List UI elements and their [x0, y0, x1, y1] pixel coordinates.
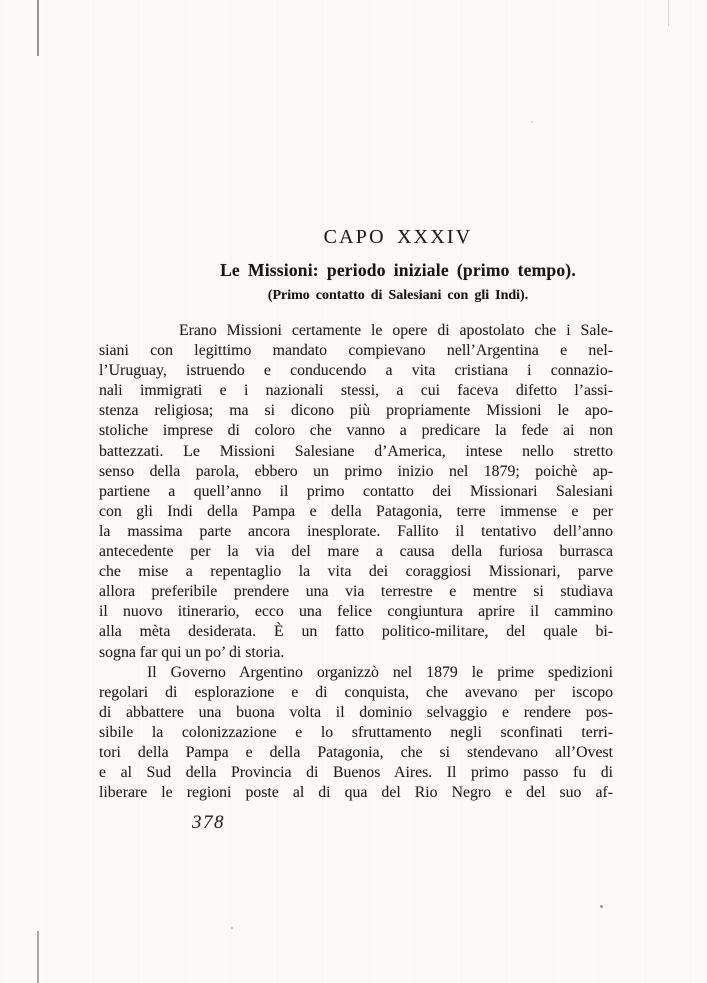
chapter-label: CAPO XXXIV: [323, 226, 473, 248]
body-line: che mise a repentaglio la vita dei coraggiosi Missionari, parve: [99, 563, 613, 581]
body-line: il nuovo itinerario, ecco una felice congiuntura aprire il cammino: [99, 603, 613, 621]
body-line: di abbattere una buona volta il dominio selvaggio e rendere pos-: [99, 703, 613, 721]
body-line: partiene a quell’anno il primo contatto dei Missionari Salesiani: [99, 482, 613, 500]
body-line: regolari di esplorazione e di conquista, che avevano per iscopo: [99, 683, 613, 701]
body-line: Erano Missioni certamente le opere di apostolato che i Sale-: [179, 322, 613, 339]
body-line: stenza religiosa; ma si dicono più propriamente Missioni le apo-: [99, 402, 613, 420]
scan-speck: [231, 927, 233, 929]
body-line: battezzati. Le Missioni Salesiane d’America, intese nello stretto: [99, 442, 613, 460]
body-line: siani con legittimo mandato compievano nell’Argentina e nel-: [99, 342, 613, 360]
body-line: con gli Indi della Pampa e della Patagonia, terre immense e per: [99, 502, 613, 520]
body-line: la massima parte ancora inesplorate. Fallito il tentativo dell’anno: [99, 522, 613, 540]
body-line: e al Sud della Provincia di Buenos Aires. Il primo passo fu di: [99, 764, 613, 782]
section-title: Le Missioni: periodo iniziale (primo tempo).: [220, 260, 576, 280]
body-line: Il Governo Argentino organizzò nel 1879 le prime spedizioni: [147, 663, 613, 681]
body-line: tori della Pampa e della Patagonia, che si stendevano all’Ovest: [99, 743, 613, 761]
body-line: l’Uruguay, istruendo e conducendo a vita cristiana i connazio-: [99, 362, 613, 380]
body-line: sogna far qui un po’ di storia.: [99, 643, 285, 661]
body-line: stoliche imprese di coloro che vanno a predicare la fede ai non: [99, 422, 613, 440]
scan-edge-mark: [37, 931, 39, 983]
body-line: sibile la colonizzazione e lo sfruttamento negli sconfinati terri-: [99, 723, 613, 741]
scan-speck: [600, 905, 603, 908]
body-line: antecedente per la via del mare a causa della furiosa burrasca: [99, 543, 613, 561]
scan-speck: [531, 121, 533, 123]
body-line: nali immigrati e i nazionali stessi, a cui faceva difetto l’assi-: [99, 382, 613, 400]
body-line: senso della parola, ebbero un primo inizio nel 1879; poichè ap-: [99, 462, 613, 480]
section-subtitle: (Primo contatto di Salesiani con gli Indi).: [267, 288, 529, 303]
body-text: [99, 321, 613, 803]
body-line: allora preferibile prendere una via terrestre e mentre si studiava: [99, 583, 613, 601]
body-line: liberare le regioni poste al di qua del Rio Negro e del suo af-: [99, 784, 613, 802]
scan-edge-mark: [668, 0, 669, 26]
page-number: 378: [192, 812, 225, 833]
scan-edge-mark: [37, 0, 39, 56]
body-line: alla mèta desiderata. È un fatto politico-militare, del quale bi-: [99, 623, 613, 641]
chapter-headings: [141, 226, 655, 304]
